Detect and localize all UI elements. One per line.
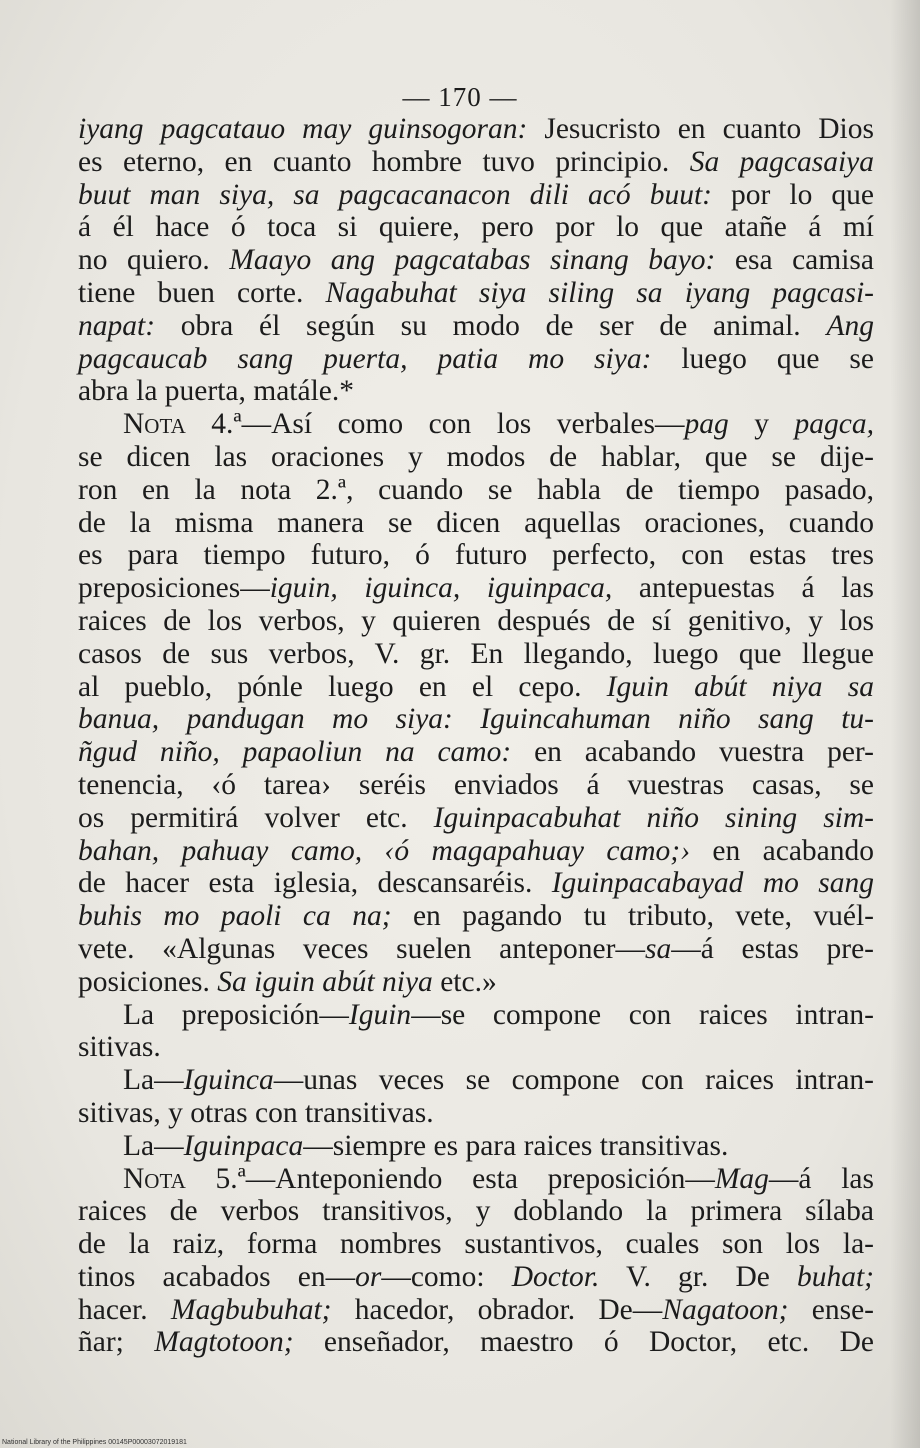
text-line: [78, 244, 874, 277]
text-segment: Jesucristo en cuanto Dios: [527, 113, 874, 145]
text-segment: hacer.: [78, 1293, 171, 1326]
text-segment: —como:: [381, 1260, 512, 1293]
text-line: [78, 507, 874, 540]
italic-tagalog-phrase: iguin, iguinca, iguinpaca,: [269, 572, 613, 605]
text-segment: y: [728, 408, 795, 441]
italic-tagalog-phrase: pagca,: [794, 408, 874, 441]
text-segment: La—: [123, 1129, 184, 1162]
text-segment: tenencia, ‹ó tarea› seréis enviados á vuestras casas, se: [78, 768, 874, 801]
text-line: [78, 835, 874, 868]
text-line: [78, 1326, 874, 1359]
text-line: [78, 277, 874, 310]
italic-tagalog-phrase: Sa pagcasaiya: [689, 145, 874, 178]
italic-tagalog-phrase: buhat;: [796, 1260, 875, 1293]
text-line: [78, 867, 874, 900]
text-segment: obra él según su modo de ser de animal.: [155, 309, 827, 342]
text-line: [78, 441, 874, 474]
text-segment: raices de los verbos, y quieren después de sí genitivo, y los: [78, 604, 874, 637]
text-segment: —se compone con raices intran-: [411, 998, 875, 1031]
text-segment: preposiciones—: [78, 572, 270, 605]
text-line: [78, 1228, 874, 1261]
text-segment: de hacer esta iglesia, descansaréis.: [78, 867, 552, 900]
italic-tagalog-phrase: buhis mo paoli ca na;: [78, 900, 392, 933]
text-segment: ron en la nota 2.ª, cuando se habla de tiempo pasado,: [78, 473, 874, 506]
italic-tagalog-phrase: Sa iguin abút niya: [217, 965, 433, 998]
page-number: — 170 —: [402, 82, 518, 112]
text-segment: tinos acabados en—: [78, 1260, 356, 1293]
text-segment: posiciones.: [78, 965, 218, 998]
text-line: [78, 310, 874, 343]
italic-tagalog-phrase: or: [355, 1260, 382, 1293]
italic-tagalog-phrase: Nagatoon;: [662, 1293, 789, 1326]
text-segment: antepuestas á las: [612, 572, 874, 605]
italic-tagalog-phrase: pag: [684, 408, 729, 441]
italic-tagalog-phrase: Iguinpacabuhat niño sining sim-: [433, 801, 874, 834]
text-line: [78, 1130, 874, 1163]
text-segment: —á estas pre-: [671, 932, 874, 965]
text-line: [78, 605, 874, 638]
text-segment: vete. «Algunas veces suelen anteponer—: [78, 932, 645, 965]
text-segment: Nota: [123, 1162, 186, 1195]
text-segment: no quiero.: [78, 244, 230, 277]
text-segment: sitivas, y otras con transitivas.: [78, 1096, 434, 1129]
text-segment: luego que se: [651, 342, 874, 375]
scan-footer-credit: National Library of the Philippines 00145P00003072019181: [2, 1439, 187, 1446]
text-line: [78, 375, 874, 408]
text-line: [78, 539, 874, 572]
italic-tagalog-phrase: Doctor.: [511, 1260, 600, 1293]
text-segment: en pagando tu tributo, vete, vuél-: [391, 900, 874, 933]
text-line: [78, 1261, 874, 1294]
text-segment: enseñador, maestro ó Doctor, etc. De: [293, 1326, 874, 1359]
text-segment: Nota: [123, 408, 186, 441]
text-segment: tiene buen corte.: [78, 276, 326, 309]
text-segment: al pueblo, pónle luego en el cepo.: [78, 670, 607, 703]
text-line: [78, 113, 874, 146]
text-segment: —siempre es para raices transitivas.: [303, 1129, 729, 1162]
text-line: [78, 802, 874, 835]
text-segment: abra la puerta, matále.*: [78, 375, 355, 408]
text-line: [78, 572, 874, 605]
page-body-text: [78, 113, 874, 1359]
italic-tagalog-phrase: pagcaucab sang puerta, patia mo siya:: [78, 342, 652, 375]
text-segment: V. gr. De: [599, 1260, 797, 1293]
text-line: [78, 999, 874, 1032]
text-segment: os permitirá volver etc.: [78, 801, 434, 834]
italic-tagalog-phrase: Magtotoon;: [154, 1326, 294, 1359]
text-line: [78, 1064, 874, 1097]
text-line: [78, 474, 874, 507]
text-line: [78, 736, 874, 769]
text-segment: en acabando: [689, 834, 875, 867]
text-segment: 5.ª—Anteponiendo esta preposición—: [185, 1162, 715, 1195]
italic-tagalog-phrase: iyang pagcatauo may guinsogoran:: [78, 113, 528, 145]
text-line: [78, 408, 874, 441]
text-segment: se dicen las oraciones y modos de hablar, que se dije-: [78, 440, 874, 473]
text-line: [78, 933, 874, 966]
text-segment: sitivas.: [78, 1031, 161, 1064]
text-segment: —unas veces se compone con raices intran-: [273, 1064, 874, 1097]
text-segment: La—: [123, 1064, 184, 1097]
text-line: [78, 1294, 874, 1327]
text-segment: etc.»: [432, 965, 497, 998]
italic-tagalog-phrase: Magbubuhat;: [170, 1293, 332, 1326]
italic-tagalog-phrase: sa: [644, 932, 672, 965]
italic-tagalog-phrase: Maayo ang pagcatabas sinang bayo:: [229, 244, 716, 277]
page-edge-shadow: [890, 0, 920, 1448]
italic-tagalog-phrase: ñgud niño, papaoliun na camo:: [78, 736, 512, 769]
italic-tagalog-phrase: Mag: [714, 1162, 769, 1195]
italic-tagalog-phrase: napat:: [78, 309, 156, 342]
text-line: [78, 1195, 874, 1228]
text-segment: es eterno, en cuanto hombre tuvo principio.: [78, 145, 690, 178]
text-segment: esa camisa: [715, 244, 874, 277]
italic-tagalog-phrase: Iguin abút niya sa: [606, 670, 874, 703]
italic-tagalog-phrase: Iguinpacabayad mo sang: [551, 867, 874, 900]
text-line: [78, 703, 874, 736]
italic-tagalog-phrase: Iguin: [348, 998, 412, 1031]
text-segment: 4.ª—Así como con los verbales—: [185, 408, 685, 441]
italic-tagalog-phrase: Iguinca: [183, 1064, 274, 1097]
text-segment: raices de verbos transitivos, y doblando la primera sílaba: [78, 1195, 874, 1228]
text-segment: casos de sus verbos, V. gr. En llegando, luego que llegue: [78, 637, 874, 670]
text-segment: á él hace ó toca si quiere, pero por lo que atañe á mí: [78, 211, 874, 244]
text-line: [78, 343, 874, 376]
text-line: [78, 179, 874, 212]
text-segment: de la raiz, forma nombres sustantivos, cuales son los la-: [78, 1228, 874, 1261]
text-segment: ense-: [788, 1293, 874, 1326]
text-segment: en acabando vuestra per-: [511, 736, 874, 769]
text-segment: La preposición—: [123, 998, 349, 1031]
italic-tagalog-phrase: bahan, pahuay camo, ‹ó magapahuay camo;›: [78, 834, 690, 867]
text-line: [78, 211, 874, 244]
text-line: [78, 671, 874, 704]
text-line: [78, 1097, 874, 1130]
text-line: [78, 638, 874, 671]
text-segment: por lo que: [711, 178, 874, 211]
text-segment: hacedor, obrador. De—: [331, 1293, 663, 1326]
text-line: [78, 966, 874, 999]
italic-tagalog-phrase: Ang: [826, 309, 874, 342]
text-line: [78, 900, 874, 933]
text-segment: ñar;: [78, 1326, 155, 1359]
text-line: [78, 146, 874, 179]
italic-tagalog-phrase: Nagabuhat siya siling sa iyang pagcasi-: [325, 276, 874, 309]
italic-tagalog-phrase: buut man siya, sa pagcacanacon dili acó buut:: [78, 178, 712, 211]
text-segment: es para tiempo futuro, ó futuro perfecto, con estas tres: [78, 539, 874, 572]
italic-tagalog-phrase: banua, pandugan mo siya: Iguincahuman niño sang tu-: [78, 703, 874, 736]
text-line: [78, 769, 874, 802]
text-line: [78, 1031, 874, 1064]
text-line: [78, 1163, 874, 1196]
text-segment: de la misma manera se dicen aquellas oraciones, cuando: [78, 506, 874, 539]
text-segment: —á las: [768, 1162, 874, 1195]
italic-tagalog-phrase: Iguinpaca: [183, 1129, 304, 1162]
